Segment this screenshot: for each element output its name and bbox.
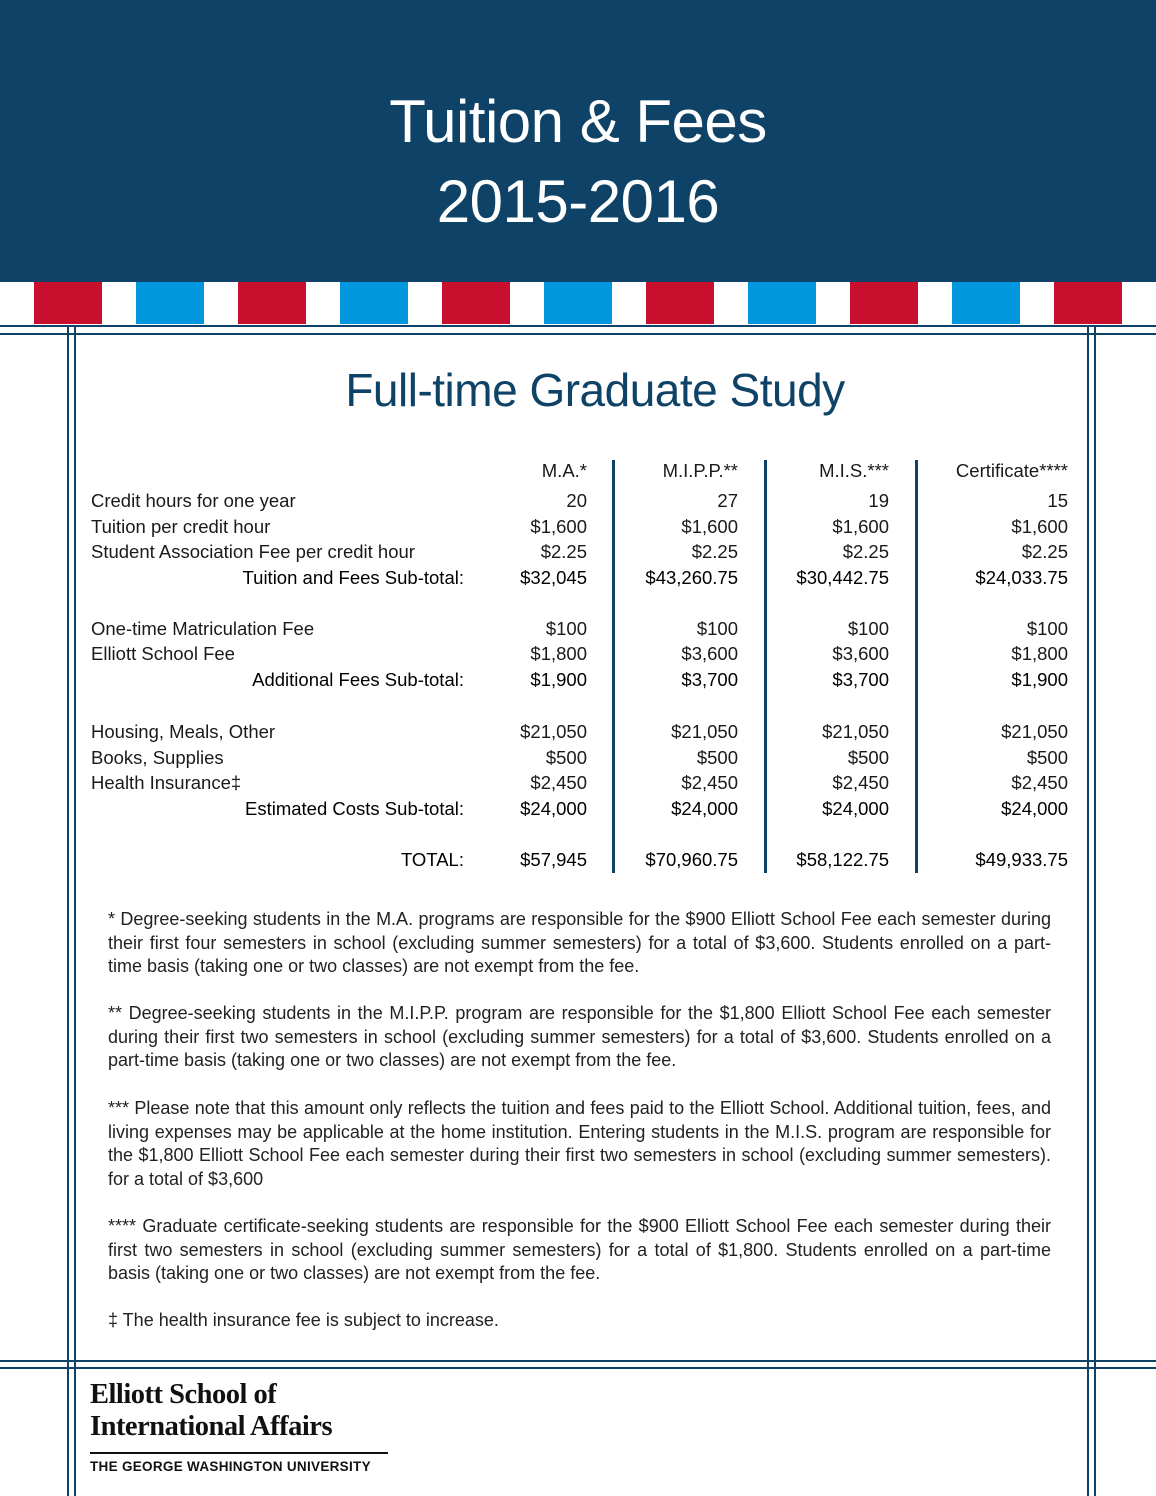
table-cell: $100 xyxy=(847,618,889,639)
stripe-segment xyxy=(748,282,816,324)
row-label: Books, Supplies xyxy=(91,747,224,768)
table-cell: $2,450 xyxy=(832,772,889,793)
subtotal-cell: $1,900 xyxy=(1011,669,1068,690)
row-label: Tuition per credit hour xyxy=(91,516,271,537)
stripe-segment xyxy=(850,282,918,324)
footnote-mipp: ** Degree-seeking students in the M.I.P.P. program are responsible for the $1,800 Elliott School Fee each semester during their first two semesters in school (excluding summer semesters) for a total of $3,600. Students enrolled on a part-time basis (taking one or two classes) are not exempt from the fee. xyxy=(108,1003,1051,1070)
table-cell: $100 xyxy=(545,618,587,639)
subtotal-label: Additional Fees Sub-total: xyxy=(252,669,464,690)
footnote-ma: * Degree-seeking students in the M.A. programs are responsible for the $900 Elliott School Fee each semester during their first four semesters in school (excluding summer semesters) for a total of $3,600. Students enrolled on a part-time basis (taking one or two classes) are not exempt from the fee. xyxy=(108,909,1051,976)
stripe-segment xyxy=(1122,282,1156,324)
subtotal-cell: $24,000 xyxy=(671,798,738,819)
table-cell: $500 xyxy=(696,747,738,768)
table-cell: $100 xyxy=(696,618,738,639)
subtotal-cell: $3,700 xyxy=(832,669,889,690)
footnote-certificate: **** Graduate certificate-seeking students are responsible for the $900 Elliott School Fee each semester during their first two semesters in school (excluding summer semesters) for a total of $1,800. Students enrolled on a part-time basis (taking one or two classes) are not exempt from the fee. xyxy=(108,1216,1051,1283)
subtotal-cell: $24,000 xyxy=(822,798,889,819)
subtotal-cell: $32,045 xyxy=(520,567,587,588)
row-label: One-time Matriculation Fee xyxy=(91,618,315,639)
table-cell: $1,600 xyxy=(832,516,889,537)
table-cell: $3,600 xyxy=(681,643,738,664)
stripe-segment xyxy=(1054,282,1122,324)
footnote-health-insurance: ‡ The health insurance fee is subject to increase. xyxy=(108,1310,499,1330)
table-cell: 19 xyxy=(868,490,889,511)
stripe-segment xyxy=(34,282,102,324)
logo-university: THE GEORGE WASHINGTON UNIVERSITY xyxy=(90,1459,371,1474)
stripe-segment xyxy=(0,282,34,324)
table-cell: $2.25 xyxy=(1021,541,1068,562)
table-cell: $3,600 xyxy=(832,643,889,664)
total-cell: $58,122.75 xyxy=(796,849,889,870)
row-label: Elliott School Fee xyxy=(91,643,235,664)
table-cell: $1,600 xyxy=(530,516,587,537)
row-label: Credit hours for one year xyxy=(91,490,296,511)
footnote-mis: *** Please note that this amount only reflects the tuition and fees paid to the Elliott School. Additional tuition, fees, and living expenses may be applicable at the home institution. Entering students in the M.I.S. program are responsible for the $1,800 Elliott School Fee each semester during their first two semesters in school (excluding summer semesters). for a total of $3,600 xyxy=(108,1098,1051,1189)
subtotal-cell: $24,000 xyxy=(1001,798,1068,819)
stripe-segment xyxy=(136,282,204,324)
header-banner xyxy=(0,0,1156,282)
row-label: Health Insurance‡ xyxy=(91,772,242,793)
subtotal-cell: $3,700 xyxy=(681,669,738,690)
stripe-segment xyxy=(918,282,952,324)
table-cell: 15 xyxy=(1047,490,1068,511)
frame-rule-left-2 xyxy=(74,325,76,1496)
column-header-mipp: M.I.P.P.** xyxy=(662,460,738,481)
table-cell: $21,050 xyxy=(520,721,587,742)
column-header-ma: M.A.* xyxy=(541,460,587,481)
column-header-mis: M.I.S.*** xyxy=(819,460,889,481)
table-cell: $1,600 xyxy=(681,516,738,537)
subtotal-cell: $43,260.75 xyxy=(645,567,738,588)
stripe-segment xyxy=(714,282,748,324)
frame-rule-right-2 xyxy=(1094,325,1096,1496)
table-cell: $100 xyxy=(1026,618,1068,639)
column-header-certificate: Certificate**** xyxy=(955,460,1068,481)
frame-rule-top-1 xyxy=(0,325,1156,327)
subtotal-cell: $30,442.75 xyxy=(796,567,889,588)
stripe-segment xyxy=(612,282,646,324)
stripe-segment xyxy=(544,282,612,324)
stripe-segment xyxy=(306,282,340,324)
row-label: Student Association Fee per credit hour xyxy=(91,541,415,562)
subtotal-label: Tuition and Fees Sub-total: xyxy=(242,567,464,588)
page-title: Tuition & Fees xyxy=(389,88,767,155)
stripe-segment xyxy=(816,282,850,324)
frame-rule-left-1 xyxy=(67,325,69,1496)
stripe-segment xyxy=(646,282,714,324)
stripe-segment xyxy=(1020,282,1054,324)
section-title: Full-time Graduate Study xyxy=(345,364,845,416)
frame-rule-top-2 xyxy=(0,333,1156,335)
table-cell: $500 xyxy=(1026,747,1068,768)
total-cell: $57,945 xyxy=(520,849,587,870)
frame-rule-right-1 xyxy=(1087,325,1089,1496)
stripe-segment xyxy=(510,282,544,324)
subtotal-cell: $24,033.75 xyxy=(975,567,1068,588)
frame-rule-bottom-2 xyxy=(0,1367,1156,1369)
stripe-segment xyxy=(952,282,1020,324)
subtotal-cell: $24,000 xyxy=(520,798,587,819)
page-year: 2015-2016 xyxy=(436,168,720,235)
total-label: TOTAL: xyxy=(400,849,464,870)
logo-divider xyxy=(90,1452,388,1454)
table-cell: $21,050 xyxy=(671,721,738,742)
subtotal-label: Estimated Costs Sub-total: xyxy=(244,798,464,819)
table-cell: 20 xyxy=(566,490,587,511)
table-cell: $2,450 xyxy=(681,772,738,793)
stripe-segment xyxy=(204,282,238,324)
logo-line-2: International Affairs xyxy=(90,1411,333,1442)
total-cell: $70,960.75 xyxy=(645,849,738,870)
table-cell: $2,450 xyxy=(530,772,587,793)
table-cell: $500 xyxy=(545,747,587,768)
table-cell: $500 xyxy=(847,747,889,768)
stripe-segment xyxy=(408,282,442,324)
table-cell: $1,600 xyxy=(1011,516,1068,537)
table-cell: $1,800 xyxy=(530,643,587,664)
logo-line-1: Elliott School of xyxy=(90,1379,277,1410)
table-cell: $2.25 xyxy=(842,541,889,562)
frame-rule-bottom-1 xyxy=(0,1360,1156,1362)
total-cell: $49,933.75 xyxy=(975,849,1068,870)
table-cell: $1,800 xyxy=(1011,643,1068,664)
table-cell: $21,050 xyxy=(822,721,889,742)
table-cell: $2.25 xyxy=(691,541,738,562)
stripe-segment xyxy=(442,282,510,324)
table-cell: 27 xyxy=(717,490,738,511)
row-label: Housing, Meals, Other xyxy=(91,721,276,742)
stripe-segment xyxy=(102,282,136,324)
table-cell: $21,050 xyxy=(1001,721,1068,742)
subtotal-cell: $1,900 xyxy=(530,669,587,690)
stripe-segment xyxy=(340,282,408,324)
table-cell: $2,450 xyxy=(1011,772,1068,793)
decorative-stripe-band xyxy=(0,282,1156,324)
stripe-segment xyxy=(238,282,306,324)
table-cell: $2.25 xyxy=(540,541,587,562)
